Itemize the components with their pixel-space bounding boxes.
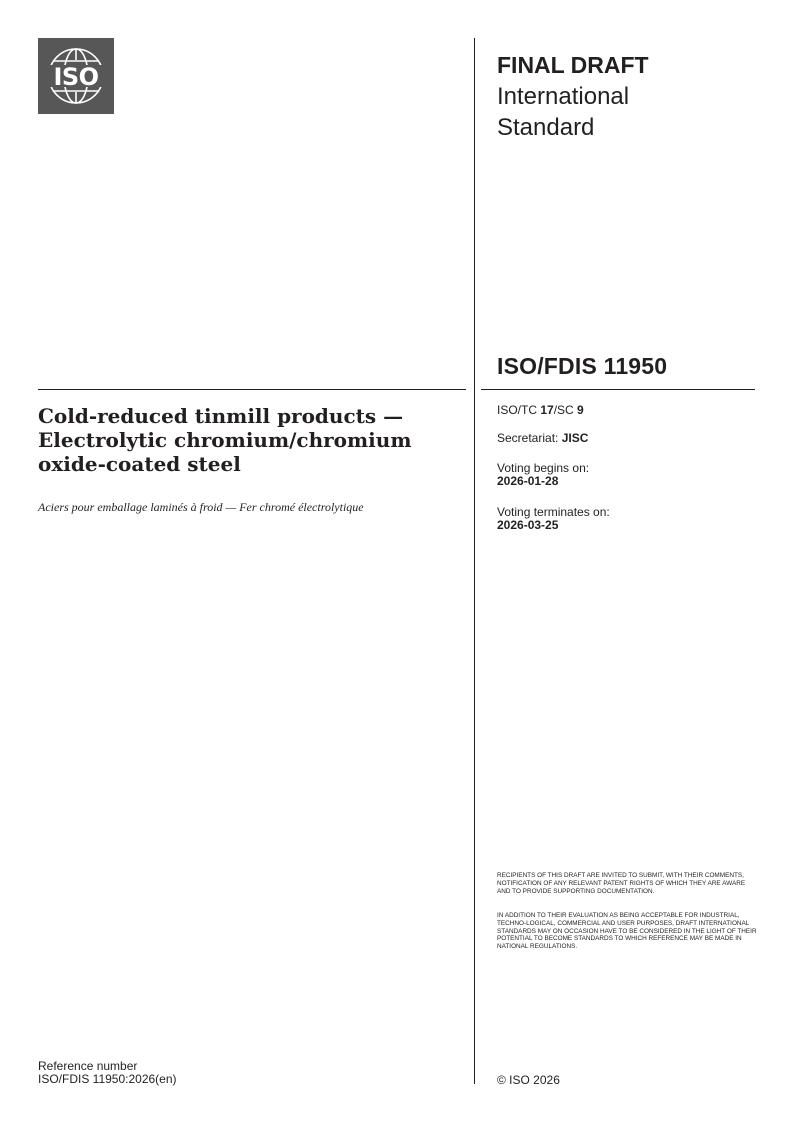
committee (497, 404, 584, 417)
reference-number (38, 1060, 177, 1086)
document-title: Cold-reduced tinmill products — Electrolytic chromium/chromium oxide-coated steel (38, 404, 412, 476)
secretariat-label: Secretariat: (497, 431, 562, 445)
copyright: © ISO 2026 (497, 1073, 560, 1087)
status-line-2: International (497, 83, 630, 110)
status-line-3: Standard (497, 114, 595, 141)
docnum-rule (481, 389, 755, 390)
voting-terminates-label: Voting terminates on: (497, 505, 610, 519)
voting-begins (497, 462, 589, 488)
secretariat-value: JISC (561, 431, 589, 445)
voting-begins-label: Voting begins on: (497, 461, 590, 475)
secretariat (497, 432, 588, 445)
vertical-divider (474, 38, 475, 1084)
voting-begins-date: 2026-01-28 (497, 474, 559, 488)
iso-logo (38, 38, 114, 114)
status-line-1: FINAL DRAFT (497, 52, 649, 78)
voting-terminates (497, 506, 610, 532)
french-title: Aciers pour emballage laminés à froid — Fer chromé électrolytique (38, 500, 364, 514)
patent-notice: RECIPIENTS OF THIS DRAFT ARE INVITED TO SUBMIT, WITH THEIR COMMENTS, NOTIFICATION OF ANY RELEVANT PATENT RIGHTS OF WHICH THEY ARE AWARE AND TO PROVIDE SUPPORTING DOCUMENTATION. (497, 872, 746, 895)
committee-sep: /SC (553, 403, 578, 417)
document-number: ISO/FDIS 11950 (497, 353, 668, 379)
reference-label: Reference number (38, 1059, 138, 1073)
document-status (497, 50, 649, 143)
sc-number: 9 (577, 403, 584, 417)
tc-number: 17 (540, 403, 554, 417)
regulation-notice: IN ADDITION TO THEIR EVALUATION AS BEING ACCEPTABLE FOR INDUSTRIAL, TECHNO-LOGICAL, COMMERCIAL AND USER PURPOSES, DRAFT INTERNATIONAL STANDARDS MAY ON OCCASION HAVE TO BE CONSIDERED IN THE LIGHT OF THEIR POTENTIAL TO BECOME STANDARDS TO WHICH REFERENCE MAY BE MADE IN NATIONAL REGULATIONS. (497, 912, 757, 951)
title-rule (38, 389, 466, 390)
committee-prefix: ISO/TC (497, 403, 541, 417)
logo-text: ISO (53, 63, 99, 91)
voting-terminates-date: 2026-03-25 (497, 518, 559, 532)
reference-value: ISO/FDIS 11950:2026(en) (38, 1072, 177, 1086)
